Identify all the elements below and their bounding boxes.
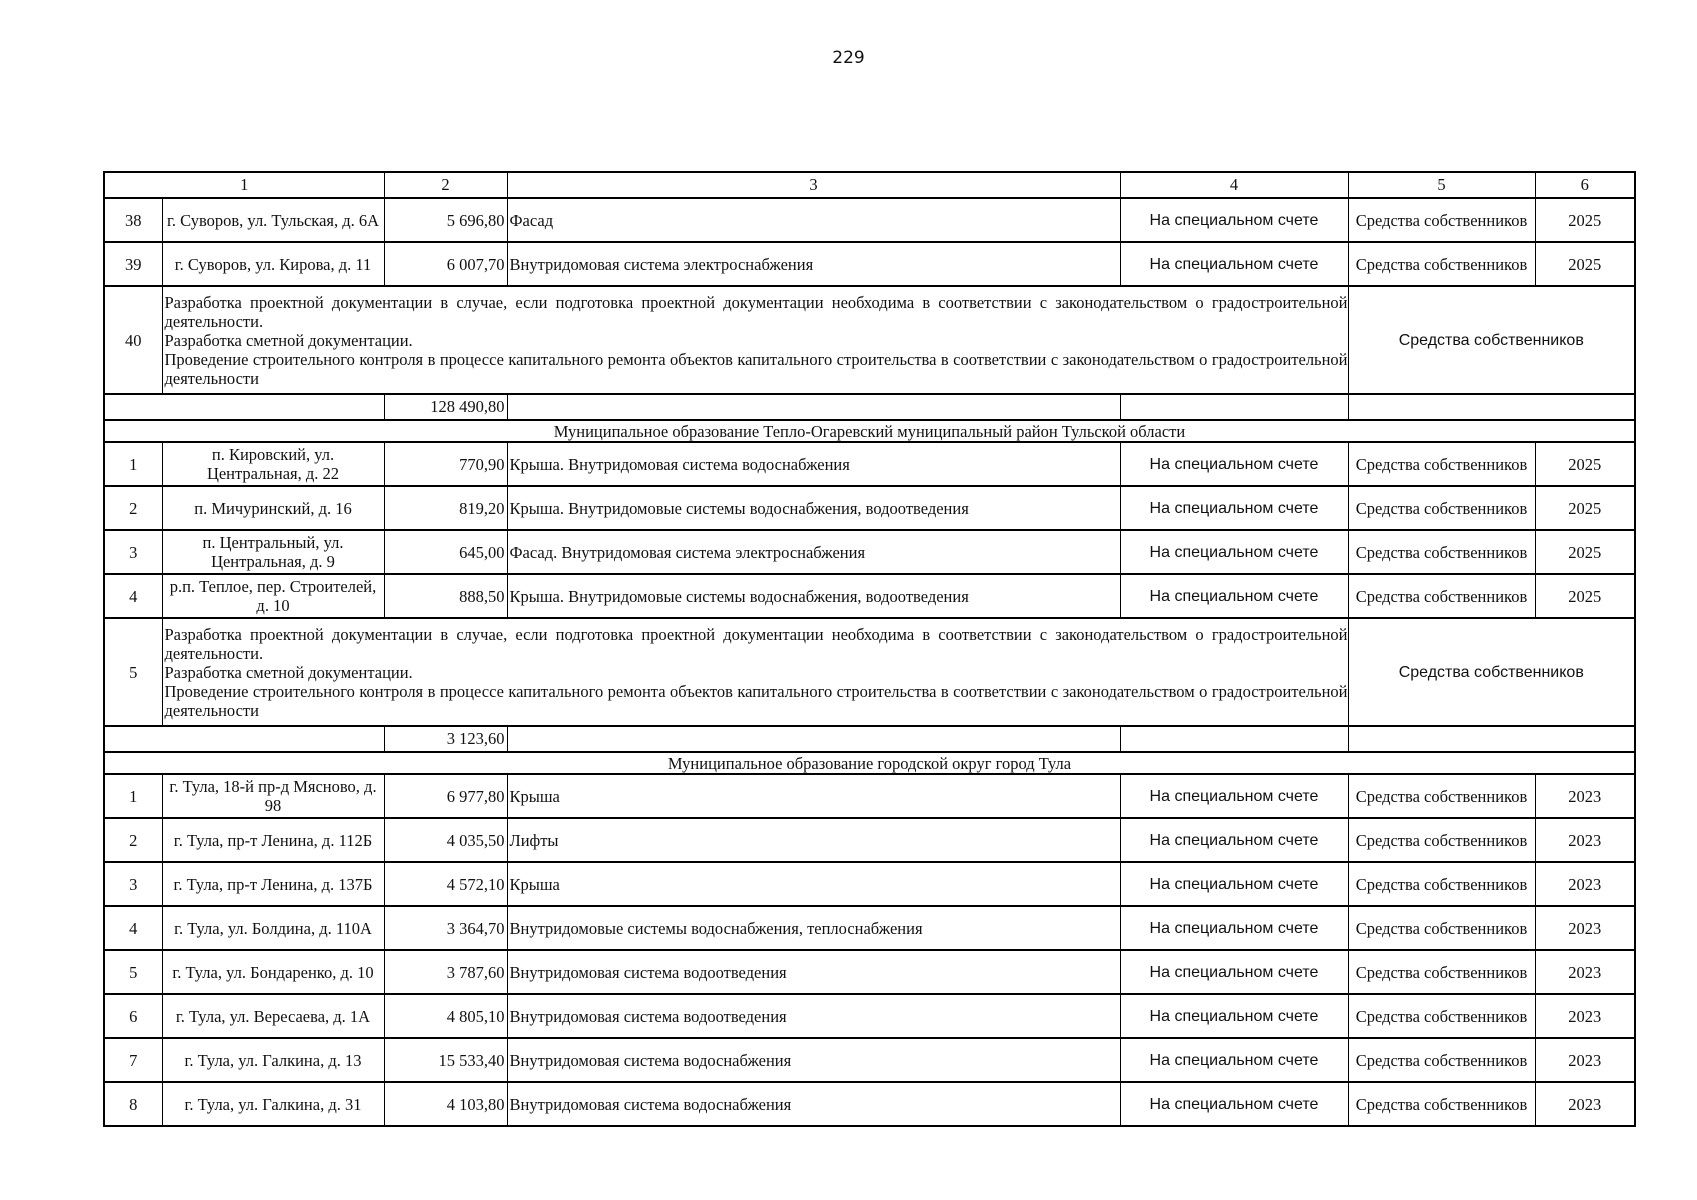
funding-source: Средства собственников xyxy=(1348,994,1535,1038)
building-area: 5 696,80 xyxy=(384,198,507,242)
fund-account: На специальном счете xyxy=(1120,574,1348,618)
table-row xyxy=(104,530,1635,574)
repair-works: Крыша. Внутридомовые системы водоснабжения, водоотведения xyxy=(507,486,1120,530)
funding-source: Средства собственников xyxy=(1348,862,1535,906)
column-number-header-row xyxy=(104,172,1635,198)
subtotal-empty-account xyxy=(1120,394,1348,420)
building-area: 3 787,60 xyxy=(384,950,507,994)
note-line: Разработка проектной документации в случае, если подготовка проектной документации необходима в соответствии с законодательством о градостроительной деятельности. xyxy=(164,624,1348,663)
building-area: 770,90 xyxy=(384,442,507,486)
note-line: Разработка сметной документации. xyxy=(164,662,413,682)
repair-works: Фасад xyxy=(507,198,1120,242)
column-header-2: 2 xyxy=(384,172,507,198)
row-number: 1 xyxy=(104,442,162,486)
municipality-title: Муниципальное образование Тепло-Огаревский муниципальный район Тульской области xyxy=(104,420,1635,442)
row-number: 7 xyxy=(104,1038,162,1082)
funding-source: Средства собственников xyxy=(1348,1038,1535,1082)
table-row xyxy=(104,442,1635,486)
row-number: 3 xyxy=(104,862,162,906)
fund-account: На специальном счете xyxy=(1120,442,1348,486)
repair-year: 2025 xyxy=(1535,486,1635,530)
repair-works: Лифты xyxy=(507,818,1120,862)
note-row-number: 5 xyxy=(104,618,162,726)
table-row xyxy=(104,774,1635,818)
fund-account: На специальном счете xyxy=(1120,1082,1348,1126)
row-number: 3 xyxy=(104,530,162,574)
building-area: 6 007,70 xyxy=(384,242,507,286)
subtotal-row xyxy=(104,726,1635,752)
repair-year: 2023 xyxy=(1535,818,1635,862)
building-address: г. Суворов, ул. Кирова, д. 11 xyxy=(162,242,384,286)
subtotal-row xyxy=(104,394,1635,420)
building-area: 888,50 xyxy=(384,574,507,618)
building-area: 4 103,80 xyxy=(384,1082,507,1126)
column-header-4: 4 xyxy=(1120,172,1348,198)
building-area: 15 533,40 xyxy=(384,1038,507,1082)
services-note-row xyxy=(104,618,1635,726)
building-address: г. Суворов, ул. Тульская, д. 6А xyxy=(162,198,384,242)
repair-works: Внутридомовая система водоотведения xyxy=(507,994,1120,1038)
table-body xyxy=(104,172,1635,1126)
funding-source: Средства собственников xyxy=(1348,486,1535,530)
subtotal-area: 3 123,60 xyxy=(384,726,507,752)
note-funding-source: Средства собственников xyxy=(1348,618,1635,726)
funding-source: Средства собственников xyxy=(1348,442,1535,486)
table-row xyxy=(104,242,1635,286)
row-number: 2 xyxy=(104,818,162,862)
row-number: 2 xyxy=(104,486,162,530)
row-number: 39 xyxy=(104,242,162,286)
funding-source: Средства собственников xyxy=(1348,242,1535,286)
funding-source: Средства собственников xyxy=(1348,574,1535,618)
table-row xyxy=(104,818,1635,862)
fund-account: На специальном счете xyxy=(1120,242,1348,286)
building-address: г. Тула, ул. Бондаренко, д. 10 xyxy=(162,950,384,994)
building-address: р.п. Теплое, пер. Строителей, д. 10 xyxy=(162,574,384,618)
repair-works: Внутридомовая система водоснабжения xyxy=(507,1038,1120,1082)
fund-account: На специальном счете xyxy=(1120,198,1348,242)
row-number: 1 xyxy=(104,774,162,818)
repair-works: Внутридомовая система водоснабжения xyxy=(507,1082,1120,1126)
subtotal-empty-source xyxy=(1348,394,1635,420)
subtotal-empty-works xyxy=(507,726,1120,752)
building-address: п. Мичуринский, д. 16 xyxy=(162,486,384,530)
table-row xyxy=(104,1082,1635,1126)
repair-works: Внутридомовая система электроснабжения xyxy=(507,242,1120,286)
repair-year: 2025 xyxy=(1535,530,1635,574)
repair-works: Внутридомовые системы водоснабжения, теплоснабжения xyxy=(507,906,1120,950)
repair-year: 2025 xyxy=(1535,198,1635,242)
repair-year: 2025 xyxy=(1535,574,1635,618)
building-address: г. Тула, пр-т Ленина, д. 112Б xyxy=(162,818,384,862)
building-address: г. Тула, ул. Галкина, д. 13 xyxy=(162,1038,384,1082)
subtotal-empty-works xyxy=(507,394,1120,420)
repair-year: 2023 xyxy=(1535,994,1635,1038)
funding-source: Средства собственников xyxy=(1348,818,1535,862)
fund-account: На специальном счете xyxy=(1120,906,1348,950)
repair-year: 2023 xyxy=(1535,774,1635,818)
column-header-1: 1 xyxy=(104,172,384,198)
subtotal-label-empty xyxy=(104,726,384,752)
repair-year: 2023 xyxy=(1535,906,1635,950)
building-area: 4 805,10 xyxy=(384,994,507,1038)
subtotal-area: 128 490,80 xyxy=(384,394,507,420)
building-address: г. Тула, ул. Галкина, д. 31 xyxy=(162,1082,384,1126)
subtotal-empty-account xyxy=(1120,726,1348,752)
note-line: Проведение строительного контроля в процессе капитального ремонта объектов капитального строительства в соответствии с законодательством о градостроительной деятельности xyxy=(164,349,1348,388)
repair-year: 2023 xyxy=(1535,862,1635,906)
building-address: г. Тула, ул. Вересаева, д. 1А xyxy=(162,994,384,1038)
services-note-text xyxy=(162,286,1348,394)
funding-source: Средства собственников xyxy=(1348,530,1535,574)
repair-year: 2023 xyxy=(1535,950,1635,994)
building-area: 4 572,10 xyxy=(384,862,507,906)
table-row xyxy=(104,950,1635,994)
table-row xyxy=(104,486,1635,530)
row-number: 4 xyxy=(104,906,162,950)
subtotal-label-empty xyxy=(104,394,384,420)
repair-works: Крыша xyxy=(507,862,1120,906)
page-number: 229 xyxy=(832,48,865,68)
fund-account: На специальном счете xyxy=(1120,862,1348,906)
table-row xyxy=(104,574,1635,618)
repair-works: Крыша. Внутридомовая система водоснабжения xyxy=(507,442,1120,486)
repair-year: 2023 xyxy=(1535,1082,1635,1126)
subtotal-empty-source xyxy=(1348,726,1635,752)
building-address: п. Кировский, ул. Центральная, д. 22 xyxy=(162,442,384,486)
funding-source: Средства собственников xyxy=(1348,774,1535,818)
repair-year: 2025 xyxy=(1535,442,1635,486)
row-number: 5 xyxy=(104,950,162,994)
fund-account: На специальном счете xyxy=(1120,994,1348,1038)
column-header-3: 3 xyxy=(507,172,1120,198)
services-note-row xyxy=(104,286,1635,394)
table-row xyxy=(104,906,1635,950)
repair-year: 2025 xyxy=(1535,242,1635,286)
municipality-header-row xyxy=(104,752,1635,774)
table-row xyxy=(104,994,1635,1038)
fund-account: На специальном счете xyxy=(1120,818,1348,862)
fund-account: На специальном счете xyxy=(1120,774,1348,818)
funding-source: Средства собственников xyxy=(1348,950,1535,994)
column-header-6: 6 xyxy=(1535,172,1635,198)
repair-works: Фасад. Внутридомовая система электроснабжения xyxy=(507,530,1120,574)
municipality-title: Муниципальное образование городской округ город Тула xyxy=(104,752,1635,774)
repair-works: Внутридомовая система водоотведения xyxy=(507,950,1120,994)
table-row xyxy=(104,862,1635,906)
row-number: 38 xyxy=(104,198,162,242)
table-row xyxy=(104,1038,1635,1082)
note-line: Проведение строительного контроля в процессе капитального ремонта объектов капитального строительства в соответствии с законодательством о градостроительной деятельности xyxy=(164,681,1348,720)
building-area: 6 977,80 xyxy=(384,774,507,818)
building-area: 645,00 xyxy=(384,530,507,574)
building-address: п. Центральный, ул. Центральная, д. 9 xyxy=(162,530,384,574)
fund-account: На специальном счете xyxy=(1120,486,1348,530)
building-area: 4 035,50 xyxy=(384,818,507,862)
building-address: г. Тула, ул. Болдина, д. 110А xyxy=(162,906,384,950)
note-line: Разработка проектной документации в случае, если подготовка проектной документации необходима в соответствии с законодательством о градостроительной деятельности. xyxy=(164,292,1348,331)
row-number: 4 xyxy=(104,574,162,618)
note-row-number: 40 xyxy=(104,286,162,394)
building-area: 819,20 xyxy=(384,486,507,530)
note-funding-source: Средства собственников xyxy=(1348,286,1635,394)
funding-source: Средства собственников xyxy=(1348,198,1535,242)
funding-source: Средства собственников xyxy=(1348,1082,1535,1126)
building-address: г. Тула, пр-т Ленина, д. 137Б xyxy=(162,862,384,906)
fund-account: На специальном счете xyxy=(1120,530,1348,574)
row-number: 6 xyxy=(104,994,162,1038)
repair-program-table xyxy=(103,171,1636,1127)
column-header-5: 5 xyxy=(1348,172,1535,198)
repair-works: Крыша. Внутридомовые системы водоснабжения, водоотведения xyxy=(507,574,1120,618)
services-note-text xyxy=(162,618,1348,726)
repair-year: 2023 xyxy=(1535,1038,1635,1082)
repair-works: Крыша xyxy=(507,774,1120,818)
funding-source: Средства собственников xyxy=(1348,906,1535,950)
row-number: 8 xyxy=(104,1082,162,1126)
fund-account: На специальном счете xyxy=(1120,950,1348,994)
municipality-header-row xyxy=(104,420,1635,442)
building-area: 3 364,70 xyxy=(384,906,507,950)
fund-account: На специальном счете xyxy=(1120,1038,1348,1082)
building-address: г. Тула, 18-й пр-д Мясново, д. 98 xyxy=(162,774,384,818)
table-row xyxy=(104,198,1635,242)
note-line: Разработка сметной документации. xyxy=(164,330,413,350)
